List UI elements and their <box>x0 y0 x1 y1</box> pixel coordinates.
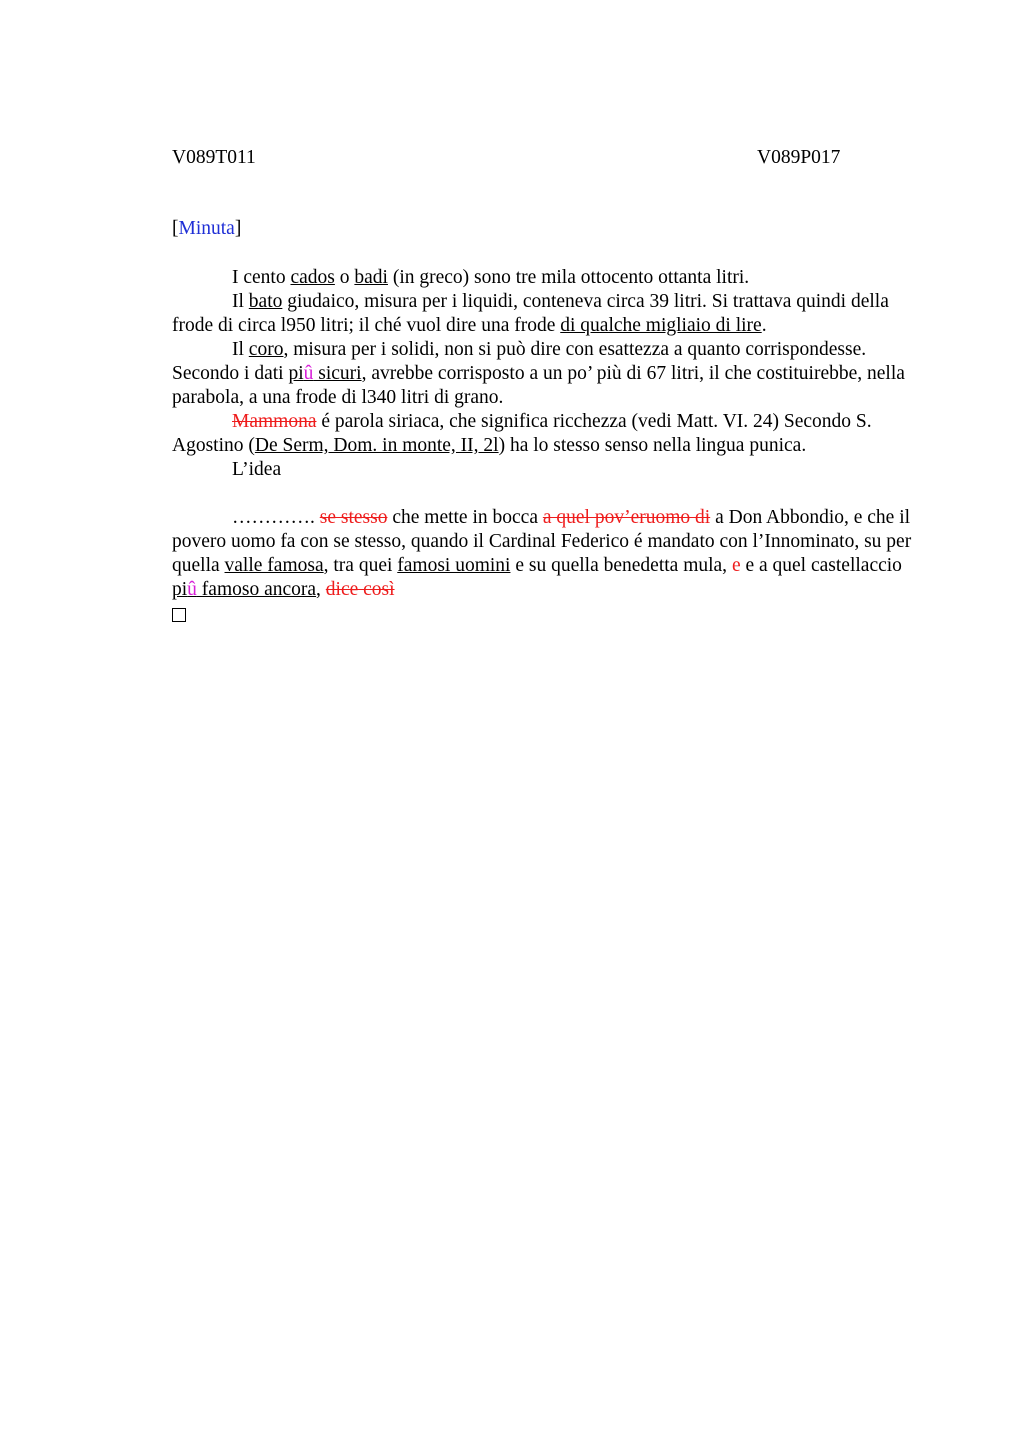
document-body <box>172 266 912 629</box>
underlined-term: di qualche migliaio di lire <box>560 315 762 336</box>
paragraph-abbondio <box>172 506 912 602</box>
text-run: e a quel castellaccio <box>740 555 902 576</box>
paragraph-gap <box>172 482 912 506</box>
text-run: , <box>316 579 326 600</box>
square-icon <box>172 608 186 622</box>
deleted-text: a quel pov’eruomo di <box>542 507 711 528</box>
text-run: , misura per i solidi, non si può dire con esattezza a quanto corrispondesse. Secondo i dati <box>172 339 867 384</box>
text-run: . <box>761 315 767 336</box>
underlined-term: coro <box>248 339 284 360</box>
text-run: sicuri <box>313 363 362 384</box>
text-run: é parola siriaca, che significa ricchezza (vedi Matt. VI. 24) Secondo S. Agostino ( <box>172 411 872 456</box>
section-label <box>172 217 241 241</box>
deleted-text: se stesso <box>319 507 388 528</box>
text-run: pi <box>172 579 188 600</box>
document-code-right: V089P017 <box>757 147 841 168</box>
paragraph-mammona <box>172 410 912 458</box>
inserted-text: e <box>731 555 741 576</box>
text-run: pi <box>288 363 304 384</box>
underlined-term <box>288 363 361 384</box>
underlined-term: famosi uomini <box>397 555 511 576</box>
underlined-term <box>172 579 316 600</box>
text-run: a Don Abbondio, e che il povero uomo fa con se stesso, quando il Cardinal Federico é mandato con l’Innominato, su per quella <box>172 507 912 576</box>
bracket-open: [ <box>172 218 179 239</box>
text-run: (in greco) sono tre mila ottocento ottanta litri. <box>387 267 750 288</box>
text-run: che mette in bocca <box>387 507 543 528</box>
section-label-text: Minuta <box>178 218 235 239</box>
underlined-term: cados <box>290 267 335 288</box>
paragraph-idea: L’idea <box>232 459 282 480</box>
deleted-text: dice così <box>325 579 395 600</box>
underlined-term: bato <box>248 291 283 312</box>
highlighted-char: û <box>187 579 197 600</box>
underlined-term: badi <box>354 267 388 288</box>
bracket-close: ] <box>234 218 242 239</box>
text-run: , tra quei <box>323 555 398 576</box>
paragraph-cados <box>172 266 912 290</box>
paragraph-bato <box>172 290 912 338</box>
checkbox-square-icon <box>172 602 912 629</box>
text-run: I cento <box>232 267 291 288</box>
underlined-term: valle famosa <box>224 555 324 576</box>
text-run: , avrebbe corrisposto a un po’ più di 67 litri, il che costituirebbe, nella parabola, a una frode di l340 litri di grano. <box>172 363 905 408</box>
text-run: o <box>334 267 355 288</box>
document-code-left: V089T011 <box>172 147 256 168</box>
deleted-text: Mammona <box>232 411 317 432</box>
text-run: e su quella benedetta mula, <box>510 555 732 576</box>
text-run: giudaico, misura per i liquidi, conteneva circa 39 litri. Si trattava quindi della frode di circa l950 litri; il ché vuol dire una frode <box>172 291 889 336</box>
document-header <box>172 146 912 170</box>
paragraph-coro <box>172 338 912 410</box>
text-run: Il <box>232 291 249 312</box>
text-run: famoso ancora <box>196 579 317 600</box>
text-run: …………. <box>232 507 320 528</box>
highlighted-char: û <box>303 363 314 384</box>
underlined-term: De Serm, Dom. in monte, II, 2l <box>254 435 499 456</box>
text-run: ) ha lo stesso senso nella lingua punica. <box>498 435 807 456</box>
text-run: Il <box>232 339 249 360</box>
